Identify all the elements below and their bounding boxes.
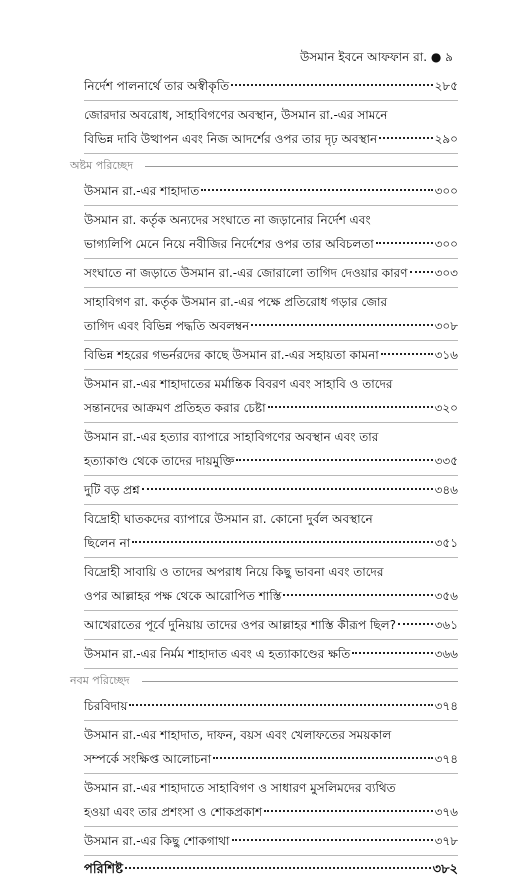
dot-leader bbox=[410, 271, 433, 273]
toc-entry-line: উসমান রা.-এর শাহাদাতের মর্মান্তিক বিবরণ এবং সাহাবি ও তাদের bbox=[84, 377, 393, 391]
toc-entry-leader-row bbox=[84, 261, 458, 285]
toc-block-continued bbox=[84, 72, 458, 154]
toc-entry-text: হওয়া এবং তার প্রশংসা ও শোকপ্রকাশ bbox=[84, 805, 263, 819]
dot-leader bbox=[129, 704, 432, 706]
toc-entry-leader-row bbox=[84, 179, 458, 203]
toc-entry-leader-row bbox=[84, 858, 458, 882]
dot-leader bbox=[236, 459, 432, 461]
toc-entry-line: বিদ্রোহী সাবায়ি ও তাদের অপরাধ নিয়ে কিছু ভাবনা এবং তাদের bbox=[84, 565, 384, 579]
toc-entry-leader-row bbox=[84, 478, 458, 502]
toc-entry-leader-row bbox=[84, 800, 458, 824]
appendix-entry-container bbox=[84, 856, 458, 884]
toc-entry-text: নির্দেশ পালনার্থে তার অস্বীকৃতি bbox=[84, 79, 230, 93]
section-heading-rule bbox=[142, 681, 458, 682]
toc-entry-leader-row bbox=[84, 232, 458, 256]
appendix-entry bbox=[84, 856, 458, 884]
page-number: ৩৬১ bbox=[434, 618, 458, 632]
page-number: ৩৫৬ bbox=[434, 589, 458, 603]
toc-entry bbox=[84, 370, 458, 423]
toc-entry bbox=[84, 259, 458, 288]
running-header: উসমান ইবনে আফফান রা. ● ৯ bbox=[300, 50, 453, 64]
dot-leader bbox=[251, 324, 432, 326]
toc-entry bbox=[84, 827, 458, 856]
toc-entry-text: চিরবিদায় bbox=[84, 699, 128, 713]
dot-leader bbox=[231, 84, 432, 86]
toc-entry-leader-row bbox=[84, 642, 458, 666]
section-8-entries bbox=[84, 177, 458, 669]
dot-leader bbox=[264, 810, 433, 812]
toc-entry-line: উসমান রা.-এর শাহাদাতে সাহাবিগণ ও সাধারণ মুসলিমদের ব্যথিত bbox=[84, 781, 396, 795]
toc-entry-text: আখেরাতের পূর্বে দুনিয়ায় তাদের ওপর আল্লাহর শাস্তি কীরূপ ছিল? bbox=[84, 618, 396, 632]
toc-entry bbox=[84, 288, 458, 341]
page-number: ৩৭৮ bbox=[434, 834, 458, 848]
toc-entry-text: ওপর আল্লাহর পক্ষ থেকে আরোপিত শাস্তি bbox=[84, 589, 282, 603]
page-number: ৩২০ bbox=[434, 401, 458, 415]
toc-entry bbox=[84, 423, 458, 476]
toc-entry-text: সম্পর্কে সংক্ষিপ্ত আলোচনা bbox=[84, 752, 212, 766]
toc-entry-text: দুটি বড় প্রশ্ন bbox=[84, 483, 140, 497]
toc-entry-text: সংঘাতে না জড়াতে উসমান রা.-এর জোরালো তাগিদ দেওয়ার কারণ bbox=[84, 266, 408, 280]
toc-entry-leader-row bbox=[84, 584, 458, 608]
toc-entry-text: তাগিদ এবং বিভিন্ন পদ্ধতি অবলম্বন bbox=[84, 319, 250, 333]
toc-entry-line: উসমান রা. কর্তৃক অন্যদের সংঘাতে না জড়ানোর নির্দেশ এবং bbox=[84, 213, 371, 227]
toc-entry-leader-row bbox=[84, 127, 458, 151]
toc-entry bbox=[84, 505, 458, 558]
dot-leader bbox=[283, 594, 432, 596]
toc-entry-text: উসমান রা.-এর শাহাদাত bbox=[84, 184, 200, 198]
toc-entry-leader-row bbox=[84, 396, 458, 420]
toc-entry bbox=[84, 611, 458, 640]
toc-entry-leader-row bbox=[84, 314, 458, 338]
toc-entry bbox=[84, 341, 458, 370]
page-number: ৩৭৪ bbox=[434, 699, 458, 713]
toc-entry-line: উসমান রা.-এর শাহাদাত, দাফন, বয়স এবং খেলাফতের সময়কাল bbox=[84, 728, 392, 742]
page-number: ৩৮২ bbox=[432, 862, 458, 877]
toc-entry-text: পরিশিষ্ট bbox=[84, 862, 123, 877]
toc-entry-text: সন্তানদের আক্রমণ প্রতিহত করার চেষ্টা bbox=[84, 401, 266, 415]
toc-entry-line: সাহাবিগণ রা. কর্তৃক উসমান রা.-এর পক্ষে প্রতিরোধ গড়ার জোর bbox=[84, 295, 388, 309]
dot-leader bbox=[352, 652, 432, 654]
dot-leader bbox=[125, 867, 431, 869]
section-heading-8 bbox=[70, 155, 458, 177]
dot-leader bbox=[381, 353, 433, 355]
section-heading-rule bbox=[145, 166, 458, 167]
toc-entry-text: বিভিন্ন দাবি উত্থাপন এবং নিজ আদর্শের ওপর তার দৃঢ় অবস্থান bbox=[84, 132, 378, 146]
toc-entry-text: ছিলেন না bbox=[84, 536, 131, 550]
toc-entry-text: হত্যাকাণ্ড থেকে তাদের দায়মুক্তি bbox=[84, 454, 235, 468]
toc-entry-text: বিভিন্ন শহরের গভর্নরদের কাছে উসমান রা.-এর সহায়তা কামনা bbox=[84, 348, 379, 362]
toc-entry-leader-row bbox=[84, 747, 458, 771]
page-number: ৩০০ bbox=[434, 237, 458, 251]
toc-entry-leader-row bbox=[84, 531, 458, 555]
toc-entry-leader-row bbox=[84, 694, 458, 718]
toc-entry-leader-row bbox=[84, 343, 458, 367]
page-number: ৩৭৪ bbox=[434, 752, 458, 766]
dot-leader bbox=[142, 488, 433, 490]
section-9-entries bbox=[84, 692, 458, 856]
page-number: ৩৬৬ bbox=[434, 647, 458, 661]
section-heading-label: অষ্টম পরিচ্ছেদ bbox=[70, 158, 134, 172]
dot-leader bbox=[398, 623, 433, 625]
dot-leader bbox=[379, 137, 432, 139]
toc-entry bbox=[84, 721, 458, 774]
section-heading-9 bbox=[70, 670, 458, 692]
page-number: ২৮৫ bbox=[434, 79, 458, 93]
toc-entry-leader-row bbox=[84, 449, 458, 473]
dot-leader bbox=[268, 406, 433, 408]
page-number: ৩৭৬ bbox=[434, 805, 458, 819]
toc-entry-leader-row bbox=[84, 613, 458, 637]
page-number: ৩০০ bbox=[434, 184, 458, 198]
toc-entry-line: জোরদার অবরোধ, সাহাবিগণের অবস্থান, উসমান রা.-এর সামনে bbox=[84, 108, 388, 122]
dot-leader bbox=[376, 242, 433, 244]
dot-leader bbox=[232, 839, 433, 841]
toc-entry-text: ভাগ্যলিপি মেনে নিয়ে নবীজির নির্দেশের ওপর তার অবিচলতা bbox=[84, 237, 374, 251]
page-number: ৩০৮ bbox=[434, 319, 458, 333]
page-number: ৩৫১ bbox=[434, 536, 458, 550]
dot-leader bbox=[201, 189, 432, 191]
page-number: ২৯০ bbox=[434, 132, 458, 146]
page-number: ৩১৬ bbox=[434, 348, 458, 362]
toc-entry bbox=[84, 476, 458, 505]
toc-entry bbox=[84, 640, 458, 669]
toc-entry bbox=[84, 101, 458, 154]
toc-entry-text: উসমান রা.-এর কিছু শোকগাথা bbox=[84, 834, 230, 848]
toc-entry bbox=[84, 177, 458, 206]
toc-entry bbox=[84, 774, 458, 827]
table-of-contents bbox=[70, 72, 458, 884]
dot-leader bbox=[132, 541, 433, 543]
page-number: ৩৪৬ bbox=[434, 483, 458, 497]
toc-entry bbox=[84, 558, 458, 611]
dot-leader bbox=[213, 757, 432, 759]
page-number: ৩৩৫ bbox=[434, 454, 458, 468]
toc-entry bbox=[84, 72, 458, 101]
toc-entry-text: উসমান রা.-এর নির্মম শাহাদাত এবং এ হত্যাকাণ্ডের ক্ষতি bbox=[84, 647, 351, 661]
toc-entry-line: বিদ্রোহী ঘাতকদের ব্যাপারে উসমান রা. কোনো দুর্বল অবস্থানে bbox=[84, 512, 373, 526]
page-number: ৩০৩ bbox=[434, 266, 458, 280]
toc-entry-leader-row bbox=[84, 74, 458, 98]
toc-entry-line: উসমান রা.-এর হত্যার ব্যাপারে সাহাবিগণের অবস্থান এবং তার bbox=[84, 430, 379, 444]
section-heading-label: নবম পরিচ্ছেদ bbox=[70, 673, 130, 687]
toc-entry bbox=[84, 206, 458, 259]
toc-entry-leader-row bbox=[84, 829, 458, 853]
toc-entry bbox=[84, 692, 458, 721]
